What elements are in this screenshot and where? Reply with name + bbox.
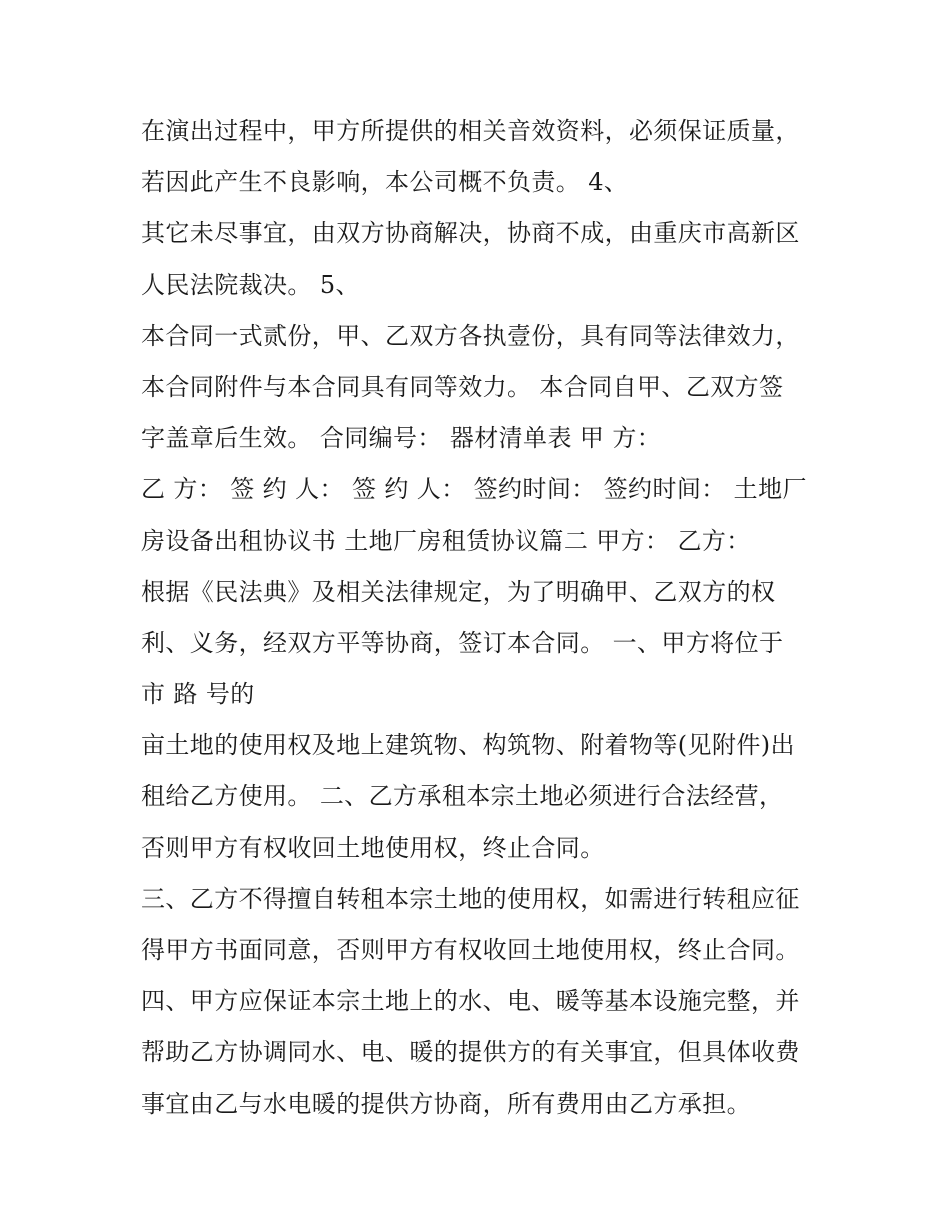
text-line: 其它未尽事宜，由双方协商解决，协商不成，由重庆市高新区 — [141, 219, 800, 248]
text-line: 若因此产生不良影响，本公司概不负责。 4、 — [141, 168, 629, 197]
text-line: 事宜由乙与水电暖的提供方协商，所有费用由乙方承担。 — [141, 1089, 751, 1118]
text-line: 得甲方书面同意，否则甲方有权收回土地使用权，终止合同。 — [141, 936, 800, 964]
text-line: 本合同附件与本合同具有同等效力。 本合同自甲、乙双方签 — [141, 372, 784, 401]
text-line: 字盖章后生效。 合同编号： 器材清单表 甲 方： — [141, 424, 662, 453]
text-line: 人民法院裁决。 5、 — [141, 270, 360, 299]
text-line: 租给乙方使用。 二、乙方承租本宗土地必须进行合法经营， — [141, 782, 784, 811]
text-line: 三、乙方不得擅自转租本宗土地的使用权，如需进行转租应征 — [141, 884, 800, 913]
document-body — [141, 106, 841, 1130]
text-line: 乙 方： 签 约 人： 签 约 人： 签约时间： 签约时间： 土地厂 — [141, 475, 807, 504]
text-line: 本合同一式贰份，甲、乙双方各执壹份，具有同等法律效力， — [141, 321, 800, 350]
text-line: 四、甲方应保证本宗土地上的水、电、暖等基本设施完整，并 — [141, 987, 800, 1016]
text-line: 根据《民法典》及相关法律规定，为了明确甲、乙双方的权 — [141, 577, 776, 606]
text-line: 帮助乙方协调同水、电、暖的提供方的有关事宜，但具体收费 — [141, 1038, 800, 1067]
text-line: 亩土地的使用权及地上建筑物、构筑物、附着物等(见附件)出 — [141, 731, 795, 760]
text-line: 市 路 号的 — [141, 680, 255, 709]
text-line: 房设备出租协议书 土地厂房租赁协议篇二 甲方： 乙方： — [141, 526, 751, 555]
text-line: 否则甲方有权收回土地使用权，终止合同。 — [141, 833, 605, 862]
text-line: 利、义务，经双方平等协商，签订本合同。 一、甲方将位于 — [141, 628, 784, 657]
text-line: 在演出过程中，甲方所提供的相关音效资料，必须保证质量， — [141, 117, 800, 145]
